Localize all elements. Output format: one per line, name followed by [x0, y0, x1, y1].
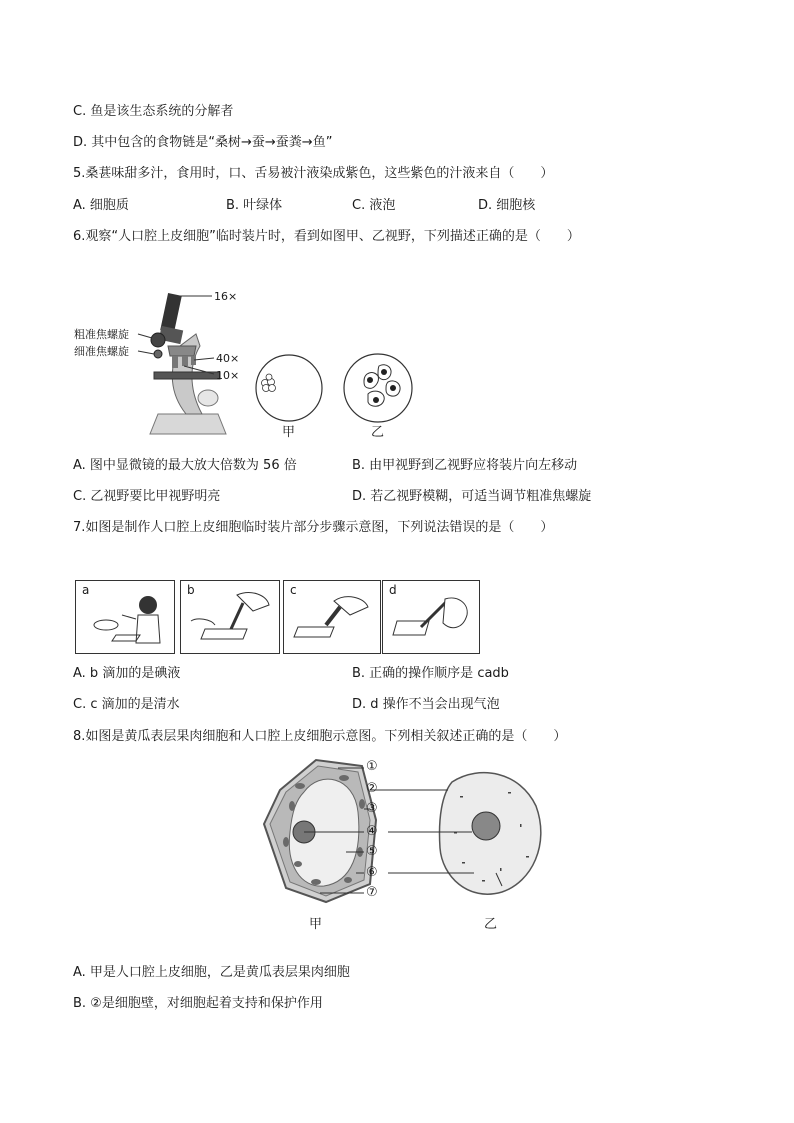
cell-label-3: ③ [366, 801, 378, 816]
step-b-illustration [181, 581, 279, 653]
microscope-figure [68, 284, 418, 446]
step-a-illustration [76, 581, 174, 653]
step-label-a: a [82, 583, 90, 597]
question-7: 7.如图是制作人口腔上皮细胞临时装片部分步骤示意图，下列说法错误的是（ ） [73, 520, 554, 535]
option-line-c: C. 鱼是该生态系统的分解者 [73, 104, 234, 119]
q5-option-c: C. 液泡 [352, 198, 396, 213]
objective-low-label: 10× [216, 369, 240, 382]
cell-label-7: ⑦ [366, 885, 378, 900]
q6-option-b: B. 由甲视野到乙视野应将装片向左移动 [352, 458, 578, 473]
cell-label-4: ④ [366, 824, 378, 839]
cell-caption-a: 甲 [309, 917, 323, 932]
cell-diagram [256, 752, 556, 938]
question-8: 8.如图是黄瓜表层果肉细胞和人口腔上皮细胞示意图。下列相关叙述正确的是（ ） [73, 729, 567, 744]
microscope-illustration [68, 284, 418, 446]
q6-option-c: C. 乙视野要比甲视野明亮 [73, 489, 221, 504]
step-box-b [180, 580, 280, 654]
step-box-d [382, 580, 480, 654]
eyepiece-label: 16× [214, 290, 238, 303]
objective-high-label: 40× [216, 352, 240, 365]
cell-label-1: ① [366, 759, 378, 774]
q5-option-a: A. 细胞质 [73, 198, 129, 213]
q6-option-d: D. 若乙视野模糊，可适当调节粗准焦螺旋 [352, 489, 592, 504]
coarse-adjustment-label: 粗准焦螺旋 [74, 328, 129, 341]
fine-adjustment-label: 细准焦螺旋 [74, 345, 129, 358]
field-a-label: 甲 [282, 425, 296, 440]
step-label-b: b [187, 583, 195, 597]
q8-option-b: B. ②是细胞壁，对细胞起着支持和保护作用 [73, 996, 323, 1011]
cell-label-5: ⑤ [366, 844, 378, 859]
q8-option-a: A. 甲是人口腔上皮细胞，乙是黄瓜表层果肉细胞 [73, 965, 350, 980]
q7-option-a: A. b 滴加的是碘液 [73, 666, 181, 681]
q7-option-b: B. 正确的操作顺序是 cadb [352, 666, 509, 681]
cell-label-6: ⑥ [366, 865, 378, 880]
step-c-illustration [284, 581, 380, 653]
step-label-c: c [290, 583, 297, 597]
q7-option-c: C. c 滴加的是清水 [73, 697, 180, 712]
step-box-c [283, 580, 381, 654]
cell-caption-b: 乙 [484, 917, 498, 932]
step-d-illustration [383, 581, 479, 653]
question-5: 5.桑葚味甜多汁，食用时，口、舌易被汁液染成紫色，这些紫色的汁液来自（ ） [73, 166, 554, 181]
step-box-a [75, 580, 175, 654]
q6-option-a: A. 图中显微镜的最大放大倍数为 56 倍 [73, 458, 297, 473]
question-6: 6.观察“人口腔上皮细胞”临时装片时，看到如图甲、乙视野，下列描述正确的是（ ） [73, 229, 580, 244]
field-b-label: 乙 [371, 425, 385, 440]
option-line-d: D. 其中包含的食物链是“桑树→蚕→蚕粪→鱼” [73, 135, 333, 150]
q5-option-d: D. 细胞核 [478, 198, 536, 213]
q5-option-b: B. 叶绿体 [226, 198, 283, 213]
step-label-d: d [389, 583, 397, 597]
q7-option-d: D. d 操作不当会出现气泡 [352, 697, 500, 712]
cell-comparison-figure [256, 752, 556, 938]
cell-label-2: ② [366, 781, 378, 796]
